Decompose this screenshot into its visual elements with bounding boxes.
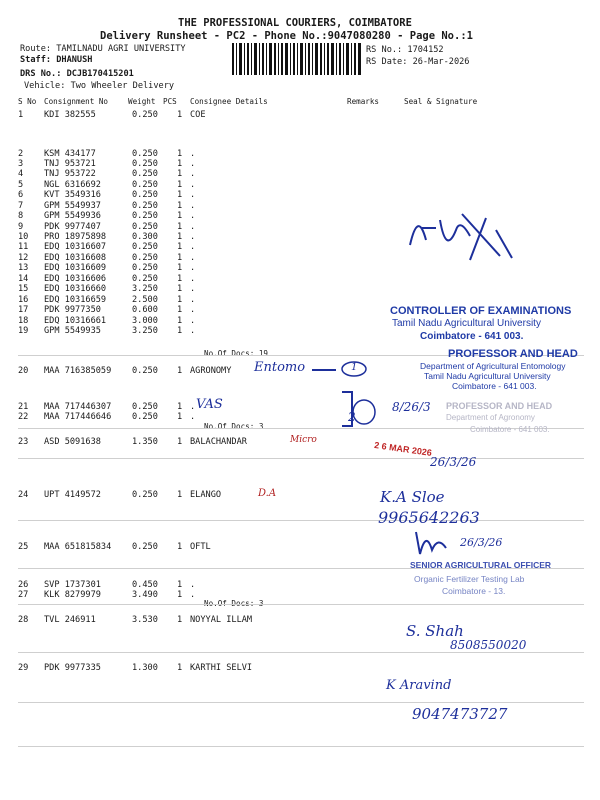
row-pcs: 1 bbox=[177, 412, 183, 422]
barcode bbox=[232, 43, 362, 75]
row-weight: 0.250 bbox=[132, 211, 158, 221]
row-weight: 0.250 bbox=[132, 253, 158, 263]
row-weight: 0.300 bbox=[132, 232, 158, 242]
row-consignee: . bbox=[190, 201, 196, 211]
row-consignee: . bbox=[190, 211, 196, 221]
row-pcs: 1 bbox=[177, 211, 183, 221]
senior-officer-stamp-title: SENIOR AGRICULTURAL OFFICER bbox=[410, 560, 552, 570]
row-consignment: PRO 18975898 bbox=[44, 232, 107, 242]
row-consignment: KSM 434177 bbox=[44, 149, 96, 159]
row-consignee: . bbox=[190, 253, 196, 263]
col-weight: Weight bbox=[128, 97, 156, 106]
row-consignment: GPM 5549937 bbox=[44, 201, 101, 211]
date-stamp: 2 6 MAR 2026 bbox=[373, 440, 433, 458]
row-consignment: GPM 5549936 bbox=[44, 211, 101, 221]
row-consignment: EDQ 10316661 bbox=[44, 316, 107, 326]
handwritten-date: 26/3/26 bbox=[430, 455, 477, 469]
row-weight: 3.250 bbox=[132, 284, 158, 294]
row-sno: 6 bbox=[18, 190, 24, 200]
row-weight: 2.500 bbox=[132, 295, 158, 305]
row-weight: 1.350 bbox=[132, 437, 158, 447]
professor-stamp-dept: Department of Agricultural Entomology bbox=[420, 361, 566, 371]
controller-stamp-city: Coimbatore - 641 003. bbox=[420, 331, 524, 342]
row-pcs: 1 bbox=[177, 149, 183, 159]
faint-stamp-city: Coimbatore - 641 003. bbox=[470, 425, 550, 434]
handwritten-phone: 9047473727 bbox=[412, 705, 508, 723]
row-weight: 3.000 bbox=[132, 316, 158, 326]
row-weight: 0.250 bbox=[132, 490, 158, 500]
row-pcs: 1 bbox=[177, 222, 183, 232]
row-pcs: 1 bbox=[177, 437, 183, 447]
handwritten-circle-1: 1 bbox=[351, 362, 358, 373]
row-consignment: TNJ 953721 bbox=[44, 159, 96, 169]
row-consignment: PDK 9977407 bbox=[44, 222, 101, 232]
row-consignee: . bbox=[190, 590, 196, 600]
row-sno: 11 bbox=[18, 242, 29, 252]
row-consignment: GPM 5549935 bbox=[44, 326, 101, 336]
row-sno: 22 bbox=[18, 412, 29, 422]
row-weight: 0.250 bbox=[132, 169, 158, 179]
row-consignment: KVT 3549316 bbox=[44, 190, 101, 200]
row-weight: 0.250 bbox=[132, 242, 158, 252]
col-consignee: Consignee Details bbox=[190, 97, 268, 106]
row-weight: 0.250 bbox=[132, 222, 158, 232]
doc-count: No.Of Docs: 19 bbox=[204, 349, 269, 358]
row-divider bbox=[18, 458, 584, 459]
row-weight: 3.250 bbox=[132, 326, 158, 336]
row-consignee: . bbox=[190, 222, 196, 232]
col-remarks: Remarks bbox=[347, 97, 380, 106]
row-sno: 17 bbox=[18, 305, 29, 315]
row-consignment: MAA 717446307 bbox=[44, 402, 112, 412]
row-sno: 2 bbox=[18, 149, 24, 159]
row-consignee: . bbox=[190, 412, 196, 422]
row-consignee: KARTHI SELVI bbox=[190, 663, 253, 673]
row-weight: 0.250 bbox=[132, 366, 158, 376]
row-divider bbox=[18, 746, 584, 747]
handwritten-date: 26/3/26 bbox=[460, 536, 503, 549]
handwritten-bracket bbox=[338, 388, 378, 432]
row-sno: 15 bbox=[18, 284, 29, 294]
row-consignee: . bbox=[190, 263, 196, 273]
row-consignment: UPT 4149572 bbox=[44, 490, 101, 500]
row-weight: 0.250 bbox=[132, 274, 158, 284]
row-weight: 3.490 bbox=[132, 590, 158, 600]
handwritten-vas: VAS bbox=[196, 397, 223, 412]
row-pcs: 1 bbox=[177, 366, 183, 376]
row-weight: 1.300 bbox=[132, 663, 158, 673]
row-consignee: . bbox=[190, 295, 196, 305]
row-consignment: EDQ 10316659 bbox=[44, 295, 107, 305]
row-consignee: NOYYAL ILLAM bbox=[190, 615, 253, 625]
row-weight: 0.250 bbox=[132, 542, 158, 552]
row-weight: 0.450 bbox=[132, 580, 158, 590]
row-consignment: MAA 651815834 bbox=[44, 542, 112, 552]
row-sno: 12 bbox=[18, 253, 29, 263]
row-divider bbox=[18, 604, 584, 605]
row-consignee: COE bbox=[190, 110, 206, 120]
row-pcs: 1 bbox=[177, 590, 183, 600]
row-sno: 28 bbox=[18, 615, 29, 625]
row-consignment: TVL 246911 bbox=[44, 615, 96, 625]
row-pcs: 1 bbox=[177, 326, 183, 336]
row-sno: 3 bbox=[18, 159, 24, 169]
rs-number: RS No.: 1704152 bbox=[366, 45, 444, 55]
handwritten-dash bbox=[310, 360, 370, 380]
runsheet-subtitle: Delivery Runsheet - PC2 - Phone No.:9047080280 - Page No.:1 bbox=[100, 30, 473, 42]
row-sno: 5 bbox=[18, 180, 24, 190]
row-consignment: SVP 1737301 bbox=[44, 580, 101, 590]
row-consignment: PDK 9977335 bbox=[44, 663, 101, 673]
col-seal-signature: Seal & Signature bbox=[404, 97, 478, 106]
handwritten-date: 8/26/3 bbox=[392, 400, 431, 414]
row-sno: 18 bbox=[18, 316, 29, 326]
row-consignment: MAA 717446646 bbox=[44, 412, 112, 422]
col-sno: S No bbox=[18, 97, 37, 106]
row-pcs: 1 bbox=[177, 663, 183, 673]
row-weight: 0.600 bbox=[132, 305, 158, 315]
row-consignee: . bbox=[190, 274, 196, 284]
row-weight: 0.250 bbox=[132, 149, 158, 159]
row-consignee: . bbox=[190, 402, 196, 412]
row-consignee: . bbox=[190, 305, 196, 315]
row-sno: 20 bbox=[18, 366, 29, 376]
row-consignee: . bbox=[190, 190, 196, 200]
handwritten-name: K.A Sloe bbox=[380, 488, 445, 506]
company-title: THE PROFESSIONAL COURIERS, COIMBATORE bbox=[178, 17, 412, 29]
row-consignee: . bbox=[190, 316, 196, 326]
row-sno: 13 bbox=[18, 263, 29, 273]
signature-scribble bbox=[412, 524, 452, 558]
handwritten-name: K Aravind bbox=[386, 678, 452, 693]
row-consignee: . bbox=[190, 232, 196, 242]
row-consignment: EDQ 10316609 bbox=[44, 263, 107, 273]
row-sno: 26 bbox=[18, 580, 29, 590]
row-pcs: 1 bbox=[177, 316, 183, 326]
row-consignee: . bbox=[190, 580, 196, 590]
row-consignment: KDI 382555 bbox=[44, 110, 96, 120]
row-weight: 0.250 bbox=[132, 402, 158, 412]
controller-stamp-univ: Tamil Nadu Agricultural University bbox=[392, 318, 541, 329]
row-sno: 21 bbox=[18, 402, 29, 412]
row-pcs: 1 bbox=[177, 263, 183, 273]
senior-officer-stamp-line: Organic Fertilizer Testing Lab bbox=[414, 574, 525, 584]
row-consignment: TNJ 953722 bbox=[44, 169, 96, 179]
handwritten-micro: Micro bbox=[290, 435, 317, 445]
col-pcs: PCS bbox=[163, 97, 177, 106]
row-sno: 24 bbox=[18, 490, 29, 500]
senior-officer-stamp-city: Coimbatore - 13. bbox=[442, 586, 506, 596]
row-consignee: AGRONOMY bbox=[190, 366, 232, 376]
row-sno: 29 bbox=[18, 663, 29, 673]
row-consignee: . bbox=[190, 284, 196, 294]
row-pcs: 1 bbox=[177, 615, 183, 625]
row-consignee: . bbox=[190, 242, 196, 252]
row-divider bbox=[18, 520, 584, 521]
row-pcs: 1 bbox=[177, 490, 183, 500]
row-pcs: 1 bbox=[177, 580, 183, 590]
signature-scribble bbox=[400, 200, 530, 270]
rs-date: RS Date: 26-Mar-2026 bbox=[366, 57, 470, 67]
row-consignee: BALACHANDAR bbox=[190, 437, 247, 447]
row-consignee: . bbox=[190, 149, 196, 159]
row-consignment: EDQ 10316607 bbox=[44, 242, 107, 252]
row-consignee: . bbox=[190, 326, 196, 336]
professor-stamp-city: Coimbatore - 641 003. bbox=[452, 381, 537, 391]
handwritten-phone: 9965642263 bbox=[378, 508, 480, 527]
row-consignee: ELANGO bbox=[190, 490, 222, 500]
row-consignee: . bbox=[190, 159, 196, 169]
row-pcs: 1 bbox=[177, 305, 183, 315]
row-pcs: 1 bbox=[177, 274, 183, 284]
row-pcs: 1 bbox=[177, 110, 183, 120]
handwritten-name: S. Shah bbox=[406, 622, 464, 640]
row-weight: 0.250 bbox=[132, 110, 158, 120]
row-consignment: NGL 6316692 bbox=[44, 180, 101, 190]
staff-label: Staff: DHANUSH bbox=[20, 55, 93, 65]
row-consignment: MAA 716385059 bbox=[44, 366, 112, 376]
row-consignee: . bbox=[190, 169, 196, 179]
row-sno: 7 bbox=[18, 201, 24, 211]
row-sno: 27 bbox=[18, 590, 29, 600]
row-consignment: EDQ 10316608 bbox=[44, 253, 107, 263]
row-sno: 8 bbox=[18, 211, 24, 221]
row-pcs: 1 bbox=[177, 242, 183, 252]
row-pcs: 1 bbox=[177, 284, 183, 294]
row-pcs: 1 bbox=[177, 201, 183, 211]
row-consignment: EDQ 10316606 bbox=[44, 274, 107, 284]
row-pcs: 1 bbox=[177, 542, 183, 552]
row-pcs: 1 bbox=[177, 232, 183, 242]
row-sno: 10 bbox=[18, 232, 29, 242]
row-sno: 25 bbox=[18, 542, 29, 552]
row-pcs: 1 bbox=[177, 253, 183, 263]
row-weight: 0.250 bbox=[132, 263, 158, 273]
row-consignee: . bbox=[190, 180, 196, 190]
faint-stamp-dept: Department of Agronomy bbox=[446, 413, 535, 422]
row-consignment: KLK 8279979 bbox=[44, 590, 101, 600]
row-weight: 3.530 bbox=[132, 615, 158, 625]
row-pcs: 1 bbox=[177, 180, 183, 190]
doc-count: No.Of Docs: 3 bbox=[204, 599, 264, 608]
vehicle-label: Vehicle: Two Wheeler Delivery bbox=[24, 81, 175, 91]
handwritten-entomo: Entomo bbox=[254, 360, 306, 375]
row-pcs: 1 bbox=[177, 402, 183, 412]
route-label: Route: TAMILNADU AGRI UNIVERSITY bbox=[20, 44, 186, 54]
drs-label: DRS No.: DCJB170415201 bbox=[20, 69, 134, 79]
row-consignment: PDK 9977350 bbox=[44, 305, 101, 315]
handwritten-da: D.A bbox=[258, 488, 277, 499]
row-pcs: 1 bbox=[177, 190, 183, 200]
row-weight: 0.250 bbox=[132, 201, 158, 211]
row-sno: 1 bbox=[18, 110, 24, 120]
row-sno: 4 bbox=[18, 169, 24, 179]
controller-stamp-title: CONTROLLER OF EXAMINATIONS bbox=[390, 305, 572, 317]
row-consignment: ASD 5091638 bbox=[44, 437, 101, 447]
professor-stamp-univ: Tamil Nadu Agricultural University bbox=[424, 371, 551, 381]
row-consignee: OFTL bbox=[190, 542, 211, 552]
faint-stamp-title: PROFESSOR AND HEAD bbox=[446, 401, 553, 411]
row-sno: 9 bbox=[18, 222, 24, 232]
handwritten-phone: 8508550020 bbox=[450, 638, 527, 652]
row-divider bbox=[18, 702, 584, 703]
row-divider bbox=[18, 652, 584, 653]
row-pcs: 1 bbox=[177, 295, 183, 305]
doc-count: No.Of Docs: 3 bbox=[204, 422, 264, 431]
row-sno: 23 bbox=[18, 437, 29, 447]
row-sno: 16 bbox=[18, 295, 29, 305]
row-weight: 0.250 bbox=[132, 180, 158, 190]
professor-stamp-title: PROFESSOR AND HEAD bbox=[448, 348, 578, 360]
row-pcs: 1 bbox=[177, 169, 183, 179]
row-weight: 0.250 bbox=[132, 159, 158, 169]
row-consignment: EDQ 10316660 bbox=[44, 284, 107, 294]
row-sno: 14 bbox=[18, 274, 29, 284]
row-sno: 19 bbox=[18, 326, 29, 336]
handwritten-circle-2: 2 bbox=[348, 410, 356, 424]
row-pcs: 1 bbox=[177, 159, 183, 169]
row-weight: 0.250 bbox=[132, 412, 158, 422]
row-weight: 0.250 bbox=[132, 190, 158, 200]
col-consignment: Consignment No bbox=[44, 97, 109, 106]
